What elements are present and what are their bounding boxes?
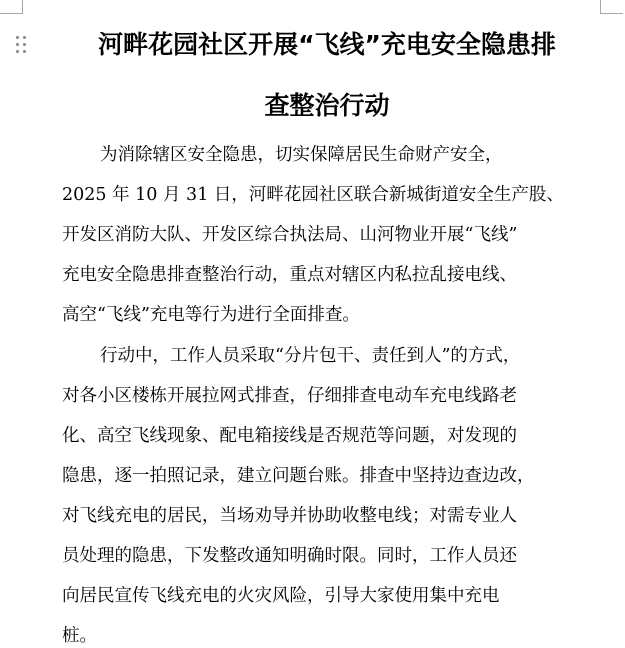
paragraph-line: 对各小区楼栋开展拉网式排查，仔细排查电动车充电线路老 xyxy=(62,386,517,406)
paragraph-line: 高空“飞线”充电等行为进行全面排查。 xyxy=(62,305,360,325)
document-title-line-2: 查整治行动 xyxy=(264,91,390,120)
page-corner-mark-top-left xyxy=(0,0,23,14)
paragraph-line: 员处理的隐患，下发整改通知明确时限。同时，工作人员还 xyxy=(62,546,517,566)
page-corner-mark-top-right xyxy=(600,0,623,14)
paragraph-line: 化、高空飞线现象、配电箱接线是否规范等问题，对发现的 xyxy=(62,426,517,446)
paragraph-line: 充电安全隐患排查整治行动，重点对辖区内私拉乱接电线、 xyxy=(62,265,517,285)
paragraph-line: 为消除辖区安全隐患，切实保障居民生命财产安全， xyxy=(100,145,503,165)
paragraph-line: 2025 年 10 月 31 日，河畔花园社区联合新城街道安全生产股、 xyxy=(62,185,564,205)
drag-handle-icon[interactable] xyxy=(16,36,28,54)
document-title-line-1: 河畔花园社区开展“飞线”充电安全隐患排 xyxy=(98,30,556,59)
paragraph-line: 行动中，工作人员采取“分片包干、责任到人”的方式， xyxy=(100,346,521,366)
paragraph-line: 向居民宣传飞线充电的火灾风险，引导大家使用集中充电 xyxy=(62,586,500,606)
paragraph-line: 隐患，逐一拍照记录，建立问题台账。排查中坚持边查边改， xyxy=(62,466,535,486)
paragraph-line: 开发区消防大队、开发区综合执法局、山河物业开展“飞线” xyxy=(62,225,518,245)
paragraph-line: 对飞线充电的居民，当场劝导并协助收整电线；对需专业人 xyxy=(62,506,517,526)
paragraph-line: 桩。 xyxy=(62,626,97,646)
